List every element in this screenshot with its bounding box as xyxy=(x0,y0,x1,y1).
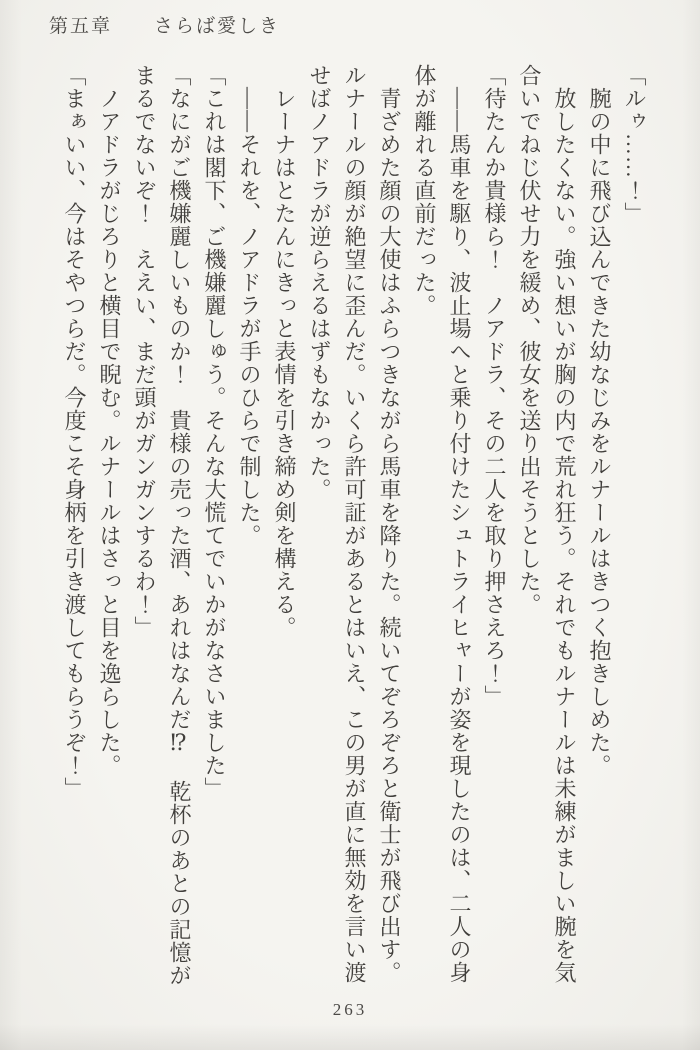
paragraph-dialogue: 「なにがご機嫌麗しいものか！ 貴様の売った酒、あれはなんだ⁉ 乾杯のあとの記憶がまるでないぞ！ ええい、まだ頭がガンガンするわ！」 xyxy=(132,64,192,987)
paragraph-narrative: 腕の中に飛び込んできた幼なじみをルナールはきつく抱きしめた。 xyxy=(587,87,612,777)
paragraph-dialogue: 「これは閣下、ご機嫌麗しゅう。そんな大慌てでいかがなさいました」 xyxy=(202,64,227,800)
paragraph-dialogue: 「ルゥ……！」 xyxy=(622,64,647,225)
paragraph-narrative: レーナはとたんにきっと表情を引き締め剣を構える。 xyxy=(272,87,297,639)
paragraph-narrative: ルナールの顔が絶望に歪んだ。いくら許可証があるとはいえ、この男が直に無効を言い渡せばノアドラが逆らえるはずもなかった。 xyxy=(307,64,367,984)
main-text-block xyxy=(57,64,652,994)
page-number: 263 xyxy=(332,1000,368,1019)
paragraph-dialogue: 「まぁいい、今はそやつらだ。今度こそ身柄を引き渡してもらうぞ！」 xyxy=(62,64,87,800)
paragraph-narrative: ――馬車を駆り、波止場へと乗り付けたシュトライヒャーが姿を現したのは、二人の身体が離れる直前だった。 xyxy=(412,64,472,984)
paragraph-narrative: ノアドラがじろりと横目で睨む。ルナールはさっと目を逸らした。 xyxy=(97,87,122,777)
paragraph-dialogue: 「待たんか貴様ら！ ノアドラ、その二人を取り押さえろ！」 xyxy=(482,64,507,708)
paragraph-narrative: 放したくない。強い想いが胸の内で荒れ狂う。それでもルナールは未練がましい腕を気合いでねじ伏せ力を緩め、彼女を送り出そうとした。 xyxy=(517,64,577,984)
chapter-header: 第五章 さらば愛しき xyxy=(49,16,281,37)
paragraph-narrative: ――それを、ノアドラが手のひらで制した。 xyxy=(237,87,262,547)
paragraph-narrative: 青ざめた顔の大使はふらつきながら馬車を降りた。続いてぞろぞろと衛士が飛び出す。 xyxy=(377,87,402,984)
